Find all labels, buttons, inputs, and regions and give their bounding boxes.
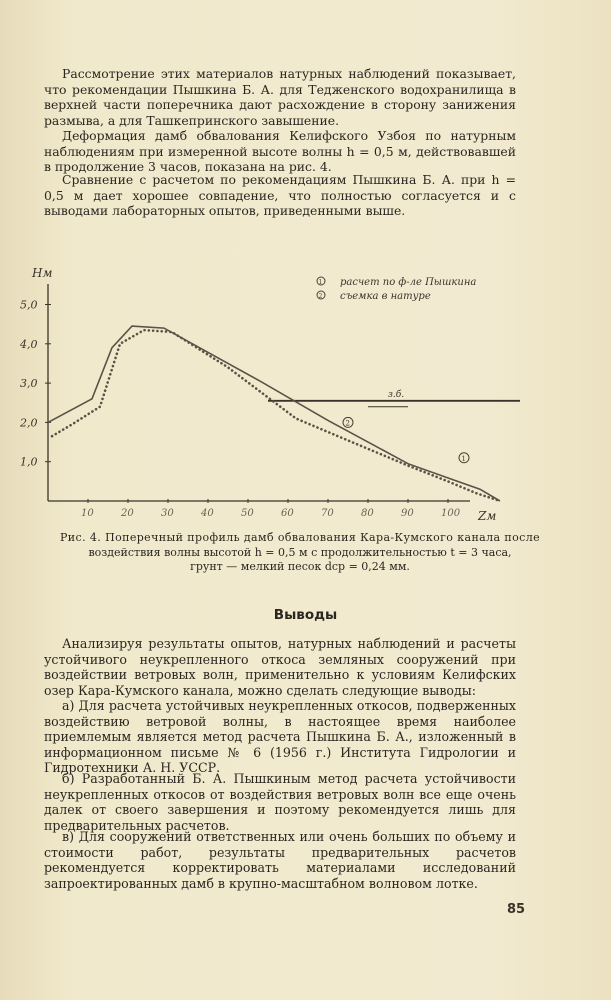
legend-marker-2-text: 2 [318, 293, 323, 300]
water-level-label: з.б. [388, 389, 405, 400]
y-tick-label: 1,0 [20, 455, 38, 469]
y-axis-label: Hм [32, 266, 53, 280]
caption-line-3: грунт — мелкий песок dср = 0,24 мм. [190, 560, 410, 573]
annotation-label: 1 [461, 454, 466, 463]
y-tick-label: 5,0 [20, 298, 38, 312]
page-number: 85 [507, 902, 526, 917]
profile-chart [0, 262, 611, 524]
x-tick-label: 50 [241, 508, 254, 519]
legend-marker-1-text: 1 [318, 279, 323, 286]
annotation-label: 2 [345, 419, 350, 428]
y-tick-label: 4,0 [20, 337, 38, 351]
caption-line-1: Рис. 4. Поперечный профиль дамб обвалования Кара-Кумского канала после [60, 531, 540, 544]
x-tick-label: 40 [201, 508, 214, 519]
paragraph-2: Деформация дамб обвалования Келифского Узбоя по натурным наблюдениям при измеренной высоте волны h = 0,5 м, действовавшей в продолжение 3 часов, показана на рис. 4. [44, 128, 516, 175]
paragraph-1: Рассмотрение этих материалов натурных наблюдений показывает, что рекомендации Пышкина Б. А. для Теджeнского водохранилища в верхней части поперечника дают расхождение в сторону занижения размыва, а для Ташкепринского завышение. [44, 66, 516, 128]
x-tick-label: 20 [121, 508, 134, 519]
figure-caption [40, 531, 560, 575]
paragraph-3: Сравнение с расчетом по рекомендациям Пышкина Б. А. при h = 0,5 м дает хорошее совпадение, что полностью согласуется и с выводами лабораторных опытов, приведенными выше. [44, 172, 516, 219]
conclusions-heading: Выводы [273, 607, 338, 623]
x-tick-label: 30 [161, 508, 174, 519]
x-tick-label: 70 [321, 508, 334, 519]
conclusion-b: б) Разработанный Б. А. Пышкиным метод расчета устойчивости неукрепленных откосов от воздействия ветровых волн все еще очень далек от своего завершения и поэтому рекомендуется лишь для предварительных расчетов. [44, 771, 516, 833]
x-tick-label: 10 [81, 508, 94, 519]
series-line-survey [52, 330, 500, 501]
x-tick-label: 60 [281, 508, 294, 519]
legend-label-1: расчет по ф-ле Пышкина [340, 277, 477, 288]
caption-line-2: воздействия волны высотой h = 0,5 м с продолжительностью t = 3 часа, [88, 545, 512, 559]
conclusion-a: а) Для расчета устойчивых неукрепленных откосов, подверженных воздействию ветровой волны, в настоящее время наиболее приемлемым является метод расчета Пышкина Б. А., изложенный в информационном письме № 6 (1956 г.) Института Гидрологии и Гидротехники А. Н. УССР. [44, 698, 516, 776]
y-tick-label: 2,0 [20, 416, 38, 430]
conclusion-c: в) Для сооружений ответственных или очень больших по объему и стоимости работ, результаты предварительных расчетов рекомендуется корректировать материалами исследований запроектированных дамб в крупно-масштабном волновом лотке. [44, 829, 516, 891]
x-tick-label: 90 [401, 508, 414, 519]
x-axis-label: Zм [478, 509, 497, 523]
x-tick-label: 100 [441, 508, 461, 519]
y-tick-label: 3,0 [20, 377, 38, 391]
x-tick-label: 80 [361, 508, 374, 519]
legend-label-2: съемка в натуре [340, 291, 431, 302]
chart-legend [317, 277, 476, 302]
conclusions-paragraph-1: Анализируя результаты опытов, натурных наблюдений и расчеты устойчивого неукрепленного откоса земляных сооружений при воздействии ветровых волн, применительно к условиям Келифских озер Кара-Кумского канала, можно сделать следующие выводы: [44, 636, 516, 698]
